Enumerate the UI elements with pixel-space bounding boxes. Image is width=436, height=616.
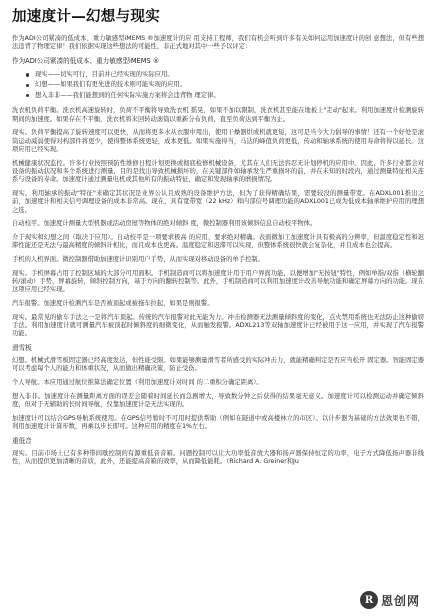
section-heading: 重低音 [12, 436, 32, 445]
list-item: 想入非非——我们能想到的任何实际实施方案将会违背物 理定律。 [26, 91, 424, 101]
body-paragraph: 手机的人机界面。微控制器借助加速度计识别用户手势，从而实现对移动设备的单手控制。 [12, 256, 264, 264]
watermark-logo-icon: R [360, 591, 378, 609]
body-paragraph: 现实。负荷平衡提高了旋转速度可以更快，从而将更多水从衣服中甩出，使用干燥器烘或机就更短，这可是当今大力倡导的事情！还有一个好处是滚筒运动减弱使得对构部件将更少，使得整体系统更轻，成本更低。如果实施得当，马达的峰值负荷更低，传动和轴承系统的使用寿命将得以延长。这项应用已经实现。 [12, 129, 424, 154]
intro-paragraph: 作为ADI公司紧凑的低成本、重力敏感型iMEMS ®加速度计的应 用支持工程师，我们有机会听到许多有关如何运用加速度计的创 意想法，但有些想法违背了物理定律！我们依据实现这些想法的可能性，非正式地对其中一些予以评定： [12, 35, 424, 51]
list-item: 现实——切实可行，目前并已经实现的实际应用。 [26, 70, 424, 80]
article-title: 加速度计—幻想与现实 [12, 9, 160, 25]
body-paragraph: 机械健康状况监控。许多行业按照预防性维修日程计划更换或彻底检修机械设备，尤其在人们无法容忍无计划停机的应用中。因此，许多行业都会对设备的振动状况和多个系统进行测量，目的是找出导致机械损坏的，在关键部件如轴承发生严重损坏的前，并在未知的时段内，通过测量特征相关连系与设备的寿命。加速度计通过测量电机或其他所有的振动特征，确定和发现轴承的磨损情况。 [12, 159, 424, 184]
watermark-text: 恩创网 [381, 593, 421, 608]
body-paragraph: 现实。利用轴承的振动"特征"来确定其状况是业界公认且成熟的设备维护方法，但为了获得精确结果，需要较没的测量带宽。在ADXL001推出之前，加速度计和相关信号调理设备的成本非常高。现在，具有宽带宽（22 kHz）和内部信号调理功能的ADXL001已成为低成本轴承维护应用的理想之选。 [12, 190, 424, 214]
body-paragraph: 想入非非。加速度计在测量距离方面的误差会随着时间延长而急剧增大，导致数分钟之后获得的结果毫无意义。加速度计可以检测运动并确定倾斜度，但对于无辅助的长时间导航，仅靠加速度计是无法实现的。 [12, 392, 424, 409]
list-heading: 作为ADI公司紧凑的低成本、重力敏感型iMEMS ® [12, 57, 160, 65]
body-paragraph: 幻想。机械式滑雪板固定器已经高度发达，但性能受限。如果能够测量滑雪者所感受的实际冲击力，就能精确判定是否应当松开 固定器。智能固定器可以考虑每个人的能力和体重状况，从而做出精确决策，防止受伤。 [12, 357, 424, 373]
body-paragraph: 洗衣机负荷平衡。洗衣机高速旋转时，负荷不平衡将导致洗衣机 摇晃，如果不加以限制，洗衣机甚至能在地板上"走动"起来。利用加速度计检测旋转期间的加速度。如果存在不平衡，洗衣机将来回转动滚筒以重新分布负荷，直至负荷达到平衡为止。 [12, 107, 424, 123]
body-paragraph: 现实。最常见的偷车手法之一是将汽车顶起。传统的汽车报警对此无能为力。冲击检测器无法测量倾斜度的变化，点火禁用系统也无法防止这种偷窃手法。利用加速度计就可测量汽车被顶起时倾斜度的细微变化，从而触发报警。ADXL213等双轴加速度计已经被用于这一应用，并实现了汽车报警功能。 [12, 313, 424, 338]
site-watermark [360, 589, 428, 611]
body-paragraph: 自动校平。加速度计测量大型机器或活动房屋等物体的绝对倾斜 度，微控制器利用该倾斜信息自动校平物体。 [12, 220, 317, 228]
section-heading: 滑雪板 [12, 344, 32, 353]
body-paragraph: 汽车报警。加速度计检测汽车是否被顶起或被拖车拉起，如果是则报警。 [12, 300, 214, 308]
list-item: 幻想——如果我们有更先进的技术则可能实现的应用。 [26, 80, 424, 90]
body-paragraph: 现实。目前市场上已有多种带间歇控制的有源重低音音箱。问题控制可以让大功率低音放大器和扬声器保持恒定的功率，电子方式降低扬声器非线性，从而提供更加清晰的音质，此外，还能提高音箱的效率，从而降低能耗。（Richard A. Greiner和Ju [12, 449, 424, 466]
body-paragraph: 加速度计可以结合GPS导航系统使用。在GPS信号暂时不可用时提供帮助（例如在隧道中或高楼林立的市区）。以计步器为基础的方法效果也不错，利用加速度计计算步数，再乘以步长即可。这种应用的精度在1%左右。 [12, 414, 424, 431]
body-paragraph: 现实。手机屏幕占用了控制区域的大部分可用面积。手机制造商可以将加速度计用于用户界面功能，以便增加"无按钮"特性，例如单指/双指（横轮翻转/滚动）手势，屏幕旋转，倾斜控制方向，基于方向的翻转控制等。此外，手机制造商可以利用加速度计改善导航功能和确定屏幕方向的功能。现在这项应用已经实现。 [12, 269, 424, 294]
rating-list [26, 70, 424, 101]
body-paragraph: 个人导航。本应用通过航位推算法确定位置（利用加速度计对时间 的二重积分确定距离）。 [12, 379, 263, 387]
body-paragraph: 介于现实和幻想之间（取决于应用）。自动校平是一项要求极高 的应用，要求绝对精确。表面微加工加速度计具有极高的分辨率，但温度稳定性和迟滞性能还是无法与最高精度的倾斜计相比，而且成本也更高。温度稳定和迟滞可以实现，但整体系统很快就会复杂化，并且成本也会提高。 [12, 234, 424, 250]
